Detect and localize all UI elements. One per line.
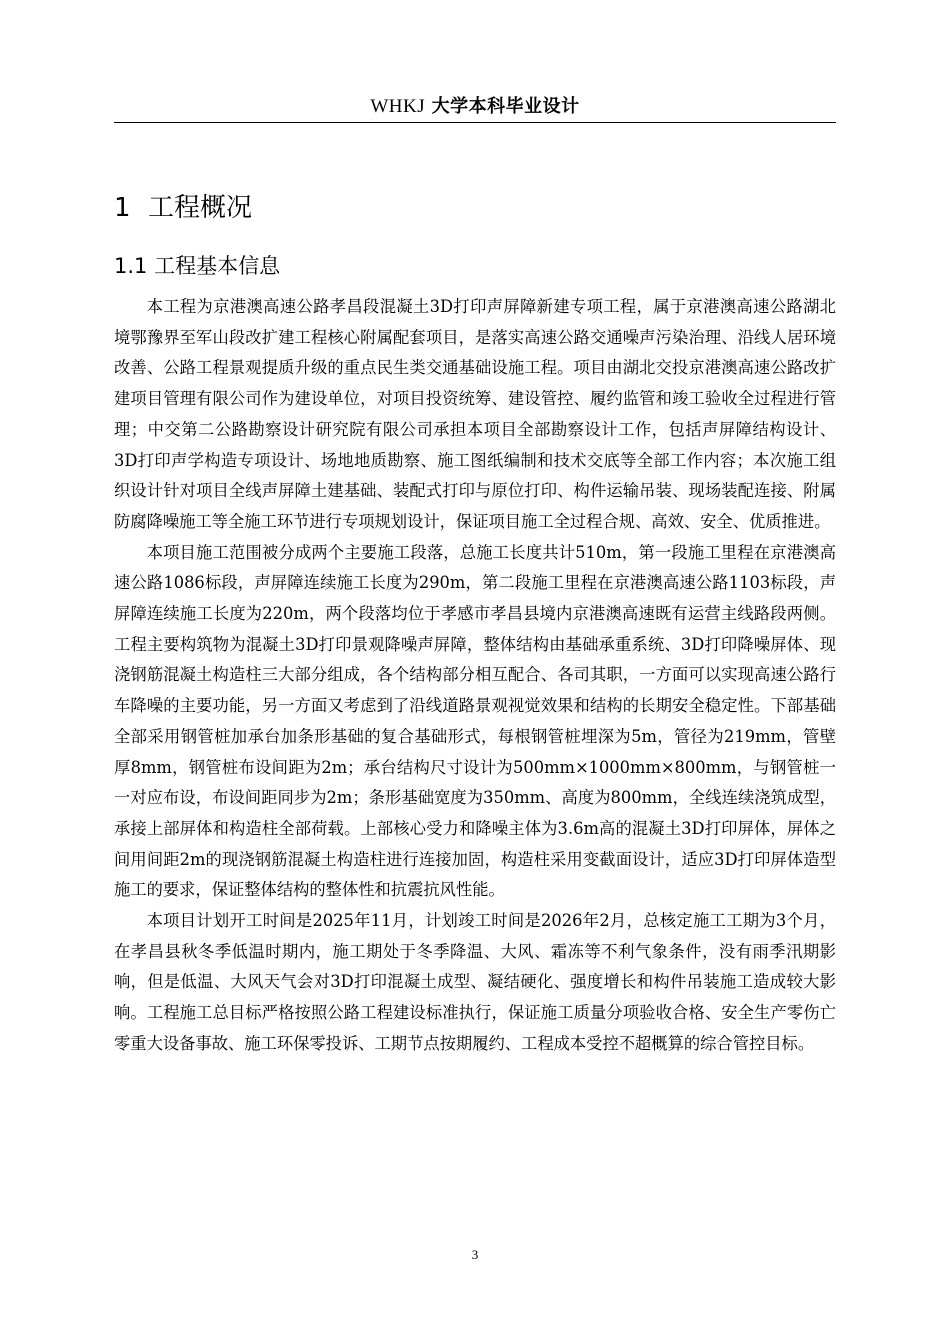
paragraph-construction-scope: 本项目施工范围被分成两个主要施工段落，总施工长度共计510m，第一段施工里程在京港澳高速公路1086标段，声屏障连续施工长度为290m，第二段施工里程在京港澳高速公路1103标段，声屏障连续施工长度为220m，两个段落均位于孝感市孝昌县境内京港澳高速既有运营主线路段两侧。工程主要构筑物为混凝土3D打印景观降噪声屏障，整体结构由基础承重系统、3D打印降噪屏体、现浇钢筋混凝土构造柱三大部分组成，各个结构部分相互配合、各司其职，一方面可以实现高速公路行车降噪的主要功能，另一方面又考虑到了沿线道路景观视觉效果和结构的长期安全稳定性。下部基础全部采用钢管桩加承台加条形基础的复合基础形式，每根钢管桩埋深为5m，管径为219mm，管壁厚8mm，钢管桩布设间距为2m；承台结构尺寸设计为500mm×1000mm×800mm，与钢管桩一一对应布设，布设间距同步为2m；条形基础宽度为350mm、高度为800mm，全线连续浇筑成型，承接上部屏体和构造柱全部荷载。上部核心受力和降噪主体为3.6m高的混凝土3D打印屏体，屏体之间用间距2m的现浇钢筋混凝土构造柱进行连接加固，构造柱采用变截面设计，适应3D打印屏体造型施工的要求，保证整体结构的整体性和抗震抗风性能。 bbox=[114, 542, 836, 900]
chapter-title bbox=[114, 188, 252, 228]
running-header bbox=[114, 93, 836, 120]
header-school-code: WHKJ bbox=[370, 96, 426, 117]
header-divider bbox=[114, 122, 836, 123]
section-title-text: 工程基本信息 bbox=[154, 254, 281, 278]
header-document-type: 大学本科毕业设计 bbox=[431, 96, 580, 117]
page-number: 3 bbox=[471, 1247, 479, 1262]
chapter-number: 1 bbox=[114, 193, 131, 223]
paragraph-project-overview: 本工程为京港澳高速公路孝昌段混凝土3D打印声屏障新建专项工程，属于京港澳高速公路湖北境鄂豫界至军山段改扩建工程核心附属配套项目，是落实高速公路交通噪声污染治理、沿线人居环境改善、公路工程景观提质升级的重点民生类交通基础设施工程。项目由湖北交投京港澳高速公路改扩建项目管理有限公司作为建设单位，对项目投资统筹、建设管控、履约监管和竣工验收全过程进行管理；中交第二公路勘察设计研究院有限公司承担本项目全部勘察设计工作，包括声屏障结构设计、3D打印声学构造专项设计、场地地质勘察、施工图纸编制和技术交底等全部工作内容；本次施工组织设计针对项目全线声屏障土建基础、装配式打印与原位打印、构件运输吊装、现场装配连接、附属防腐降噪施工等全施工环节进行专项规划设计，保证项目施工全过程合规、高效、安全、优质推进。 bbox=[114, 297, 836, 531]
section-title bbox=[114, 249, 280, 283]
section-number: 1.1 bbox=[114, 254, 148, 278]
paragraph-schedule-goals: 本项目计划开工时间是2025年11月，计划竣工时间是2026年2月，总核定施工工期为3个月，在孝昌县秋冬季低温时期内，施工期处于冬季降温、大风、霜冻等不利气象条件，没有雨季汛期影响，但是低温、大风天气会对3D打印混凝土成型、凝结硬化、强度增长和构件吊装施工造成较大影响。工程施工总目标严格按照公路工程建设标准执行，保证施工质量分项验收合格、安全生产零伤亡零重大设备事故、施工环保零投诉、工期节点按期履约、工程成本受控不超概算的综合管控目标。 bbox=[114, 911, 836, 1053]
body-text bbox=[114, 292, 836, 1060]
chapter-title-text: 工程概况 bbox=[148, 193, 253, 223]
